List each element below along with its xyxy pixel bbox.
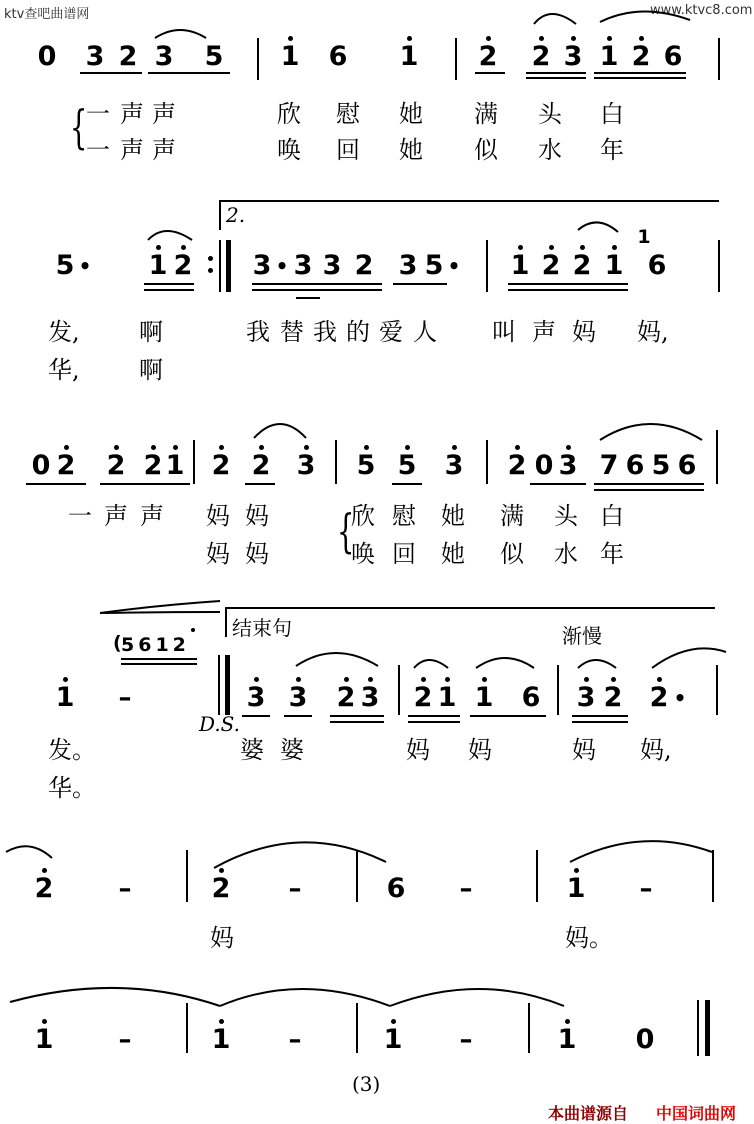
note: 2 <box>211 873 231 904</box>
note: 2 <box>34 873 54 904</box>
note: 2 <box>531 41 551 72</box>
note: 2 <box>572 250 592 281</box>
note: 7 <box>599 450 619 481</box>
grace-notes-paren: ( <box>113 632 122 654</box>
dash: – <box>288 1025 302 1055</box>
note: 6 <box>677 450 697 481</box>
watermark-left: ktv查吧曲谱网 <box>4 7 90 22</box>
dash: – <box>118 874 132 904</box>
note: 2 <box>118 41 138 72</box>
dash: – <box>118 1025 132 1055</box>
note: 1 <box>165 450 185 481</box>
grace-notes: 5612 <box>121 634 190 656</box>
note: 5 <box>651 450 671 481</box>
note: 3 <box>293 250 313 281</box>
note: 1 <box>566 873 586 904</box>
dot-mark: • <box>447 254 461 278</box>
note: 1 <box>557 1024 577 1055</box>
note: 3 <box>360 682 380 713</box>
note: 6 <box>386 873 406 904</box>
note: 6 <box>521 682 541 713</box>
dash: – <box>639 874 653 904</box>
note: 2 <box>143 450 163 481</box>
note: 1 <box>399 41 419 72</box>
note: 2 <box>251 450 271 481</box>
note: 1 <box>474 682 494 713</box>
note: 5 <box>204 41 224 72</box>
note: 3 <box>85 41 105 72</box>
note: 1 <box>437 682 457 713</box>
note: 2 <box>211 450 231 481</box>
note: 6 <box>663 41 683 72</box>
note: 1 <box>148 250 168 281</box>
note: 1 <box>55 682 75 713</box>
note: 6 <box>625 450 645 481</box>
lyric-brace: { <box>336 504 355 558</box>
dot-mark: • <box>78 254 92 278</box>
note: 3 <box>576 682 596 713</box>
page-number: (3) <box>352 1072 381 1096</box>
note: 3 <box>154 41 174 72</box>
note: 2 <box>631 41 651 72</box>
note: 2 <box>106 450 126 481</box>
grace-note: 1 <box>637 226 651 248</box>
dash: – <box>288 874 302 904</box>
note: 3 <box>246 682 266 713</box>
note: 5 <box>356 450 376 481</box>
volta-number: 2. <box>226 203 246 227</box>
note: 2 <box>56 450 76 481</box>
note: 3 <box>563 41 583 72</box>
source-label: 本曲谱源自 <box>548 1104 629 1123</box>
note: 3 <box>558 450 578 481</box>
note: 5 <box>397 450 417 481</box>
dash: – <box>459 1025 473 1055</box>
note: 1 <box>280 41 300 72</box>
note: 3 <box>296 450 316 481</box>
note: 3 <box>398 250 418 281</box>
note: 2 <box>478 41 498 72</box>
note: 1 <box>34 1024 54 1055</box>
note: 3 <box>322 250 342 281</box>
note: 1 <box>510 250 530 281</box>
note: 2 <box>541 250 561 281</box>
dot-mark: • <box>275 254 289 278</box>
note: 2 <box>507 450 527 481</box>
dash: – <box>118 683 132 713</box>
note: 0 <box>31 450 51 481</box>
note: 2 <box>354 250 374 281</box>
note: 3 <box>444 450 464 481</box>
note: 1 <box>599 41 619 72</box>
note: 2 <box>413 682 433 713</box>
ending-label: 结束句 <box>232 616 292 640</box>
source-site: 中国词曲网 <box>656 1104 737 1123</box>
note: 3 <box>252 250 272 281</box>
note: 5 <box>55 250 75 281</box>
note: 2 <box>649 682 669 713</box>
tempo-marking: 渐慢 <box>562 624 602 648</box>
dot-mark: • <box>673 686 687 710</box>
note: 6 <box>647 250 667 281</box>
note: 0 <box>635 1024 655 1055</box>
lyric-brace: { <box>69 100 88 154</box>
note: 3 <box>288 682 308 713</box>
note: 1 <box>604 250 624 281</box>
note: 2 <box>173 250 193 281</box>
note: 6 <box>328 41 348 72</box>
note: 5 <box>424 250 444 281</box>
note: 2 <box>603 682 623 713</box>
watermark-right: www.ktvc8.com <box>650 3 753 18</box>
note: 1 <box>211 1024 231 1055</box>
note: 0 <box>534 450 554 481</box>
ds-marking: D.S. <box>199 712 241 736</box>
dash: – <box>459 874 473 904</box>
note: 1 <box>383 1024 403 1055</box>
note: 0 <box>37 41 57 72</box>
note: 2 <box>336 682 356 713</box>
